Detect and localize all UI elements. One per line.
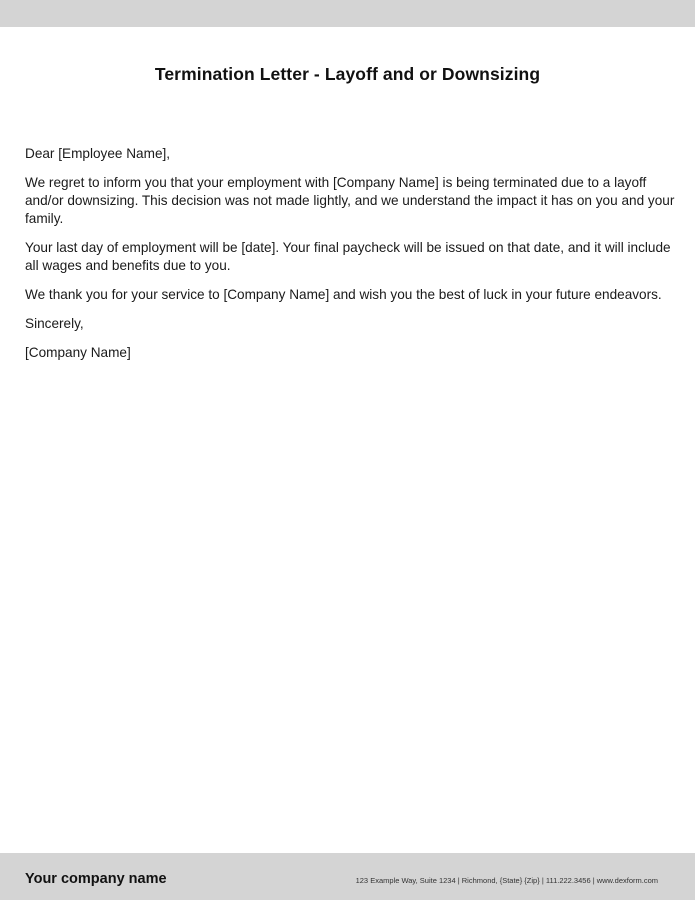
salutation: Dear [Employee Name], — [25, 146, 171, 161]
header-band — [0, 0, 695, 27]
document-title: Termination Letter - Layoff and or Downsizing — [154, 64, 541, 84]
footer-band — [0, 853, 695, 900]
letter-body — [25, 145, 675, 373]
paragraph-notice: We regret to inform you that your employment with [Company Name] is being terminated due to a layoff and/or downsizing. This decision was not made lightly, and we understand the impact it has on you and your family. — [25, 175, 675, 226]
paragraph-last-day: Your last day of employment will be [date]. Your final paycheck will be issued on that date, and it will include all wages and benefits due to you. — [25, 240, 671, 273]
closing: Sincerely, — [25, 316, 84, 331]
footer-address: 123 Example Way, Suite 1234 | Richmond, {State} {Zip} | 111.222.3456 | www.dexform.com — [355, 876, 658, 885]
paragraph-thanks: We thank you for your service to [Company Name] and wish you the best of luck in your future endeavors. — [25, 287, 662, 302]
footer-company-name: Your company name — [25, 871, 167, 887]
signature: [Company Name] — [25, 345, 131, 360]
